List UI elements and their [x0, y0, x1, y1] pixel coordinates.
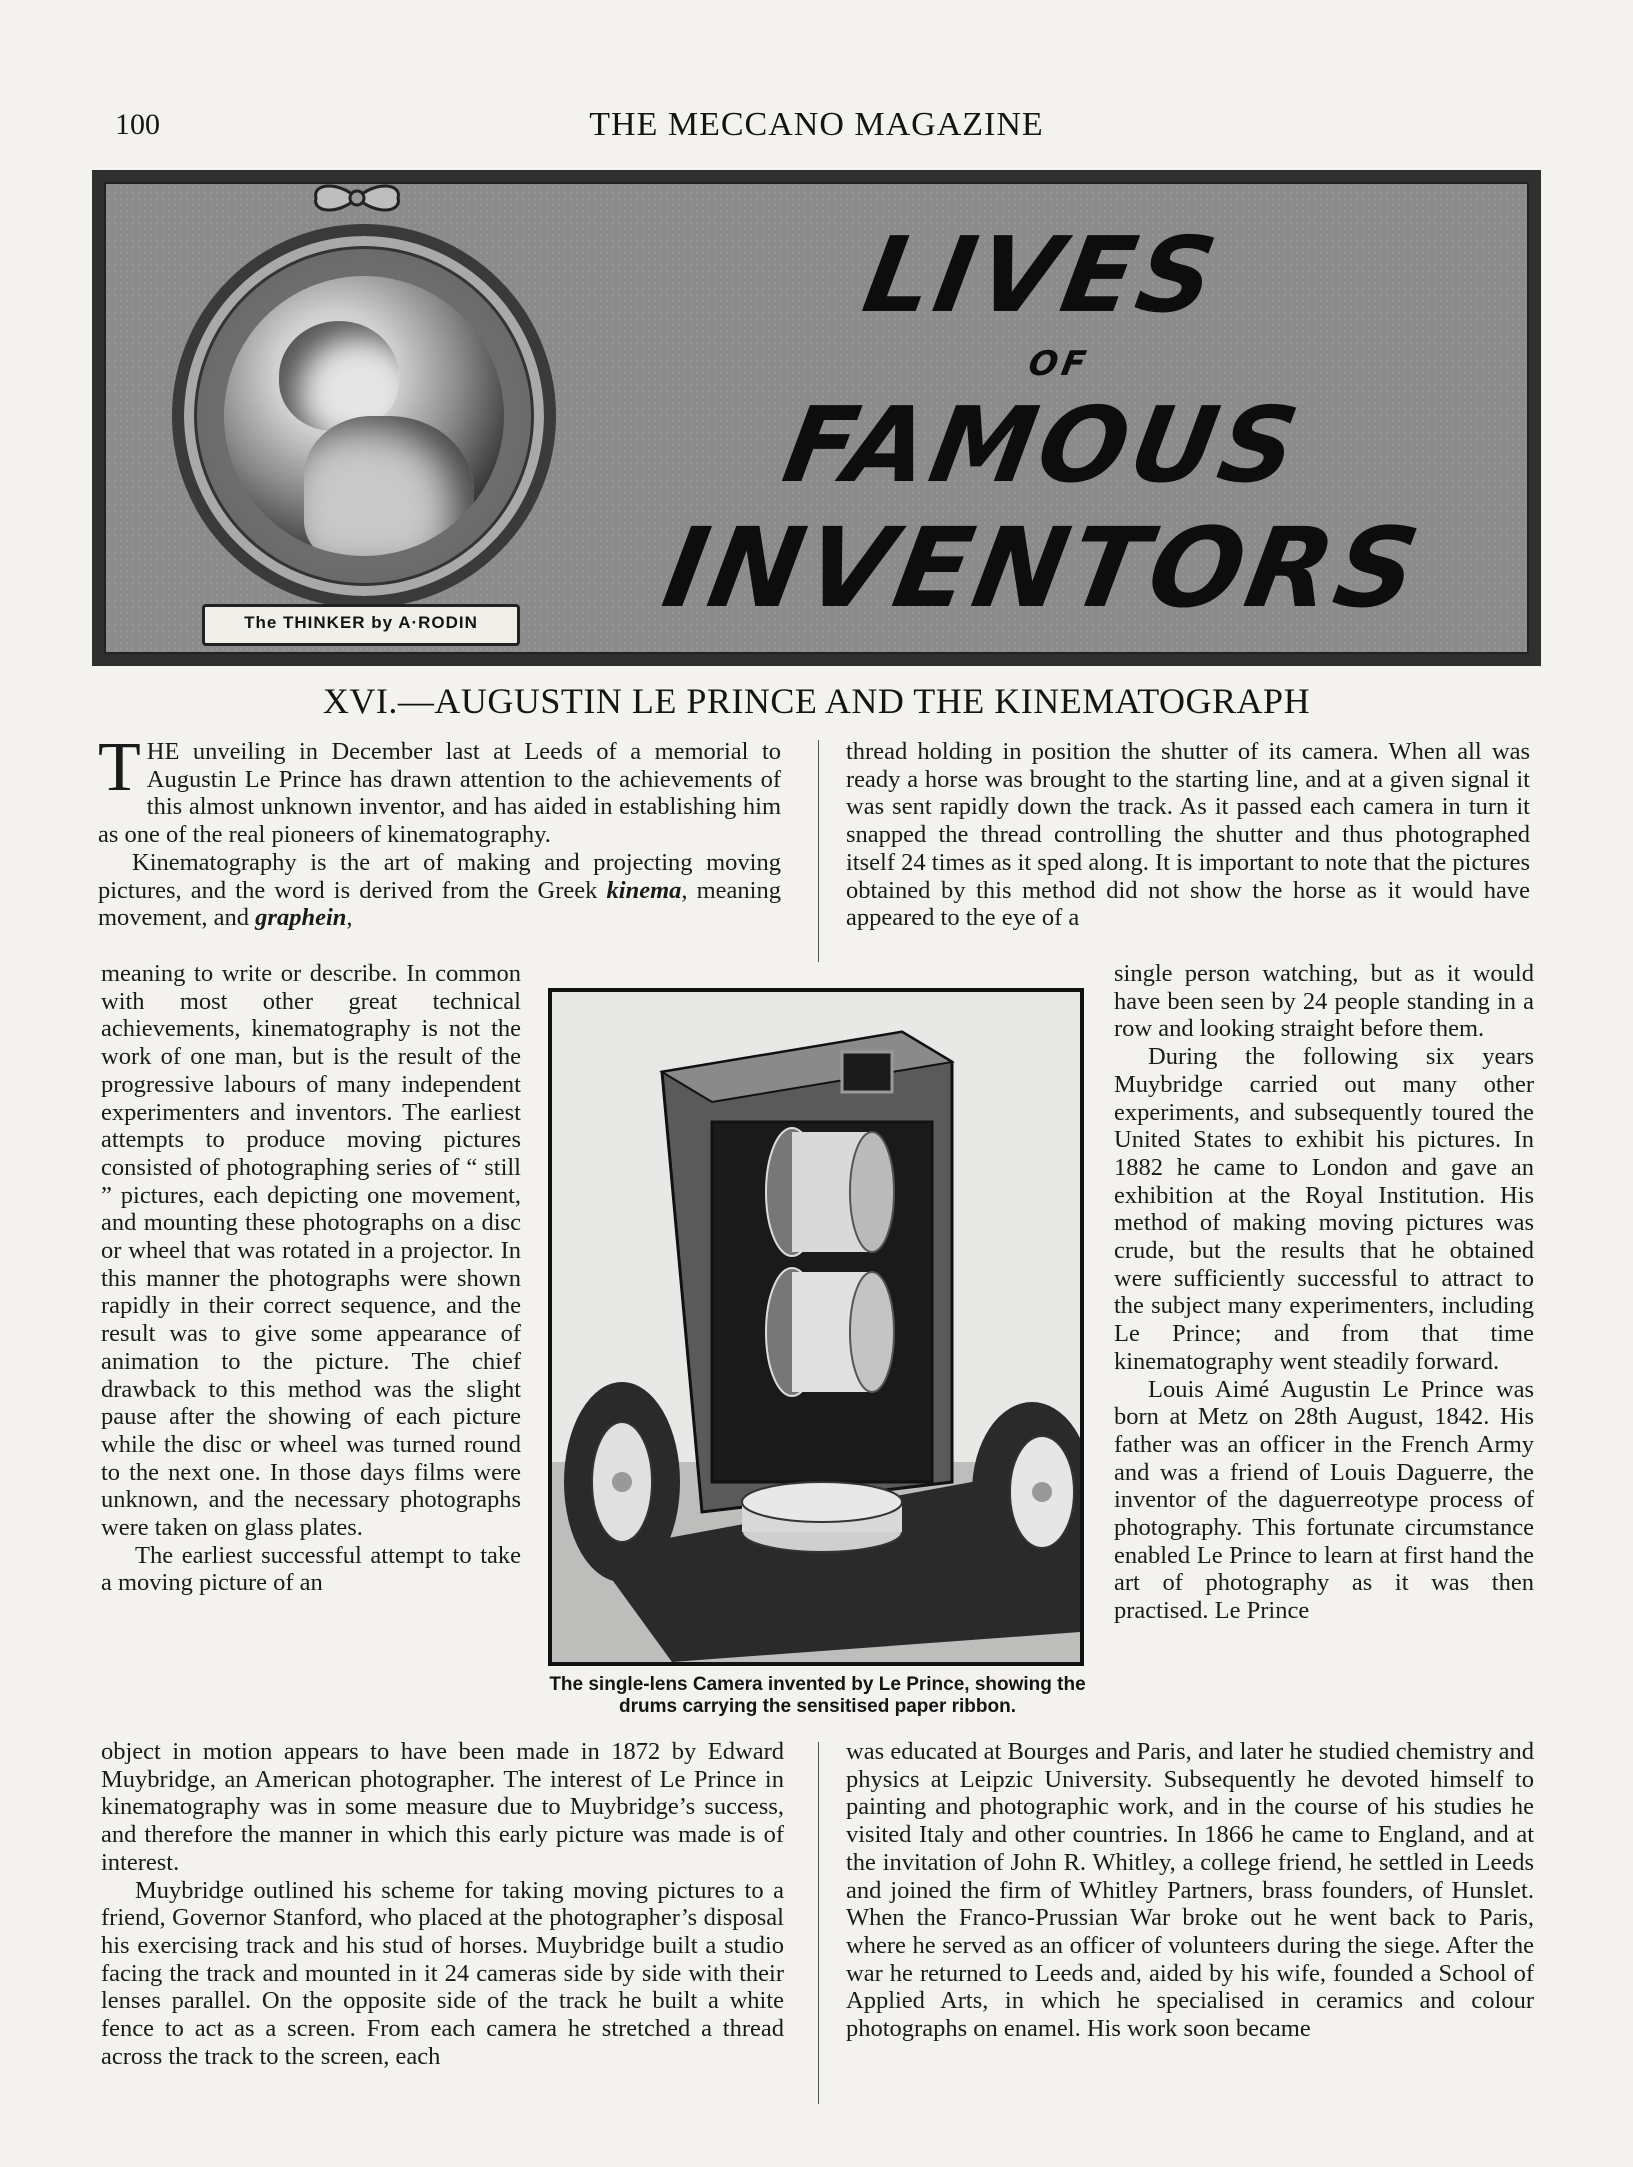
sculpture-head — [279, 321, 399, 431]
column2-top-text — [846, 738, 1530, 932]
paragraph-early-attempts: meaning to write or describe. In common with most other great technical achievements, kinematography is not the work of one man, but is the result of the progressive labours of many independent experimenters and inventors. The earliest attempts to produce moving pictures consisted of photographing series of “ still ” pictures, each depicting one movement, and mounting these photographs on a disc or wheel that was rotated in a projector. In this manner the photographs were shown rapidly in their correct sequence, and the result was to give some appearance of animation to the picture. The chief drawback to this method was the slight pause after the showing of each picture while the disc or wheel was turned round to the next one. In those days films were unknown, and the necessary photographs were taken on glass plates. — [101, 960, 521, 1542]
column1-top-text — [98, 729, 781, 932]
column2-narrow-text — [1114, 960, 1534, 1625]
page-number: 100 — [115, 108, 160, 141]
paragraph-le-prince-born: Louis Aimé Augustin Le Prince was born at Metz on 28th August, 1842. His father was an officer in the French Army and was a friend of Louis Daguerre, the inventor of the daguerreotype process of photography. This fortunate circumstance enabled Le Prince to learn at first hand the art of photography as it was then practised. Le Prince — [1114, 1375, 1534, 1625]
paragraph-single-person: single person watching, but as it would have been seen by 24 people standing in a row and looking straight before them. — [1114, 960, 1534, 1043]
thinker-caption-plate: The THINKER by A·RODIN — [202, 604, 520, 646]
title-banner — [92, 170, 1541, 666]
magazine-title: THE MECCANO MAGAZINE — [589, 106, 1044, 143]
banner-title-famous: FAMOUS — [775, 384, 1311, 506]
sculpture-arm — [304, 416, 474, 556]
column-divider-top — [818, 740, 819, 962]
paragraph-education: was educated at Bourges and Paris, and later he studied chemistry and physics at Leipzic University. Subsequently he devoted himself to painting and photographic work, and in the course of his studies he visited Italy and other countries. In 1866 he came to England, and at the invitation of John R. Whitley, a college friend, he settled in Leeds and joined the firm of Whitley Partners, brass founders, of Hunslet. When the Franco-Prussian War broke out he went back to Paris, where he served as an officer of volunteers during the siege. After the war he returned to Leeds and, aided by his wife, founded a School of Applied Arts, in which he specialised in ceramics and colour photographs on enamel. His work soon became — [846, 1738, 1534, 2043]
article-title: XVI.—AUGUSTIN LE PRINCE AND THE KINEMATOGRAPH — [322, 681, 1311, 721]
ribbon-bow-icon — [302, 180, 412, 216]
paragraph-muybridge-scheme: Muybridge outlined his scheme for taking moving pictures to a friend, Governor Stanford, who placed at the photographer’s disposal his exercising track and his stud of horses. Muybridge built a studio facing the track and mounted in it 24 cameras side by side with their lenses parallel. On the opposite side of the track he built a white fence to act as a screen. From each camera he stretched a thread across the track to the screen, each — [101, 1876, 784, 2070]
single-lens-camera-illustration — [552, 992, 1080, 1662]
paragraph-intro: HE unveiling in December last at Leeds of a memorial to Augustin Le Prince has drawn attention to the achievements of this almost unknown inventor, and has aided in establishing him as one of the real pioneers of kinematography. — [98, 738, 781, 849]
column-divider-bottom — [818, 1742, 819, 2104]
thinker-sculpture-image — [224, 276, 504, 556]
column1-bottom-text — [101, 1738, 784, 2070]
thinker-medallion — [172, 224, 556, 608]
paragraph-muybridge-1872: object in motion appears to have been made in 1872 by Edward Muybridge, an American photographer. The interest of Le Prince in kinematography was in some measure due to Muybridge’s success, and therefore the manner in which this early picture was made is of interest. — [101, 1738, 784, 1876]
camera-photo — [548, 988, 1084, 1666]
dropcap-letter: T — [98, 729, 141, 806]
banner-title-inventors: INVENTORS — [654, 504, 1432, 632]
banner-title-of: OF — [1025, 344, 1093, 384]
column2-bottom-text — [846, 1738, 1534, 2043]
paragraph-thread-shutter: thread holding in position the shutter of its camera. When all was ready a horse was brought to the starting line, and at a given signal it was sent rapidly down the track. As it passed each camera in turn it snapped the thread controlling the shutter and thus photographed itself 24 times as it sped along. It is important to note that the pictures obtained by this method did not show the horse as it would have appeared to the eye of a — [846, 738, 1530, 932]
paragraph-kinematography: Kinematography is the art of making and projecting moving pictures, and the word is derived from the Greek kinema, meaning movement, and graphein, — [98, 848, 781, 932]
banner-title-lives: LIVES — [855, 214, 1229, 336]
photo-caption: The single-lens Camera invented by Le Prince, showing the drums carrying the sensitised paper ribbon. — [549, 1674, 1086, 1717]
paragraph-earliest-successful: The earliest successful attempt to take a moving picture of an — [101, 1541, 521, 1597]
column1-narrow-text — [101, 960, 521, 1597]
paragraph-six-years: During the following six years Muybridge carried out many other experiments, and subsequently toured the United States to exhibit his pictures. In 1882 he came to London and gave an exhibition at the Royal Institution. His method of making moving pictures was crude, but the results that he obtained were sufficiently successful to attract to the subject many experimenters, including Le Prince; and from that time kinematography went steadily forward. — [1114, 1043, 1534, 1375]
banner-panel — [104, 182, 1529, 654]
